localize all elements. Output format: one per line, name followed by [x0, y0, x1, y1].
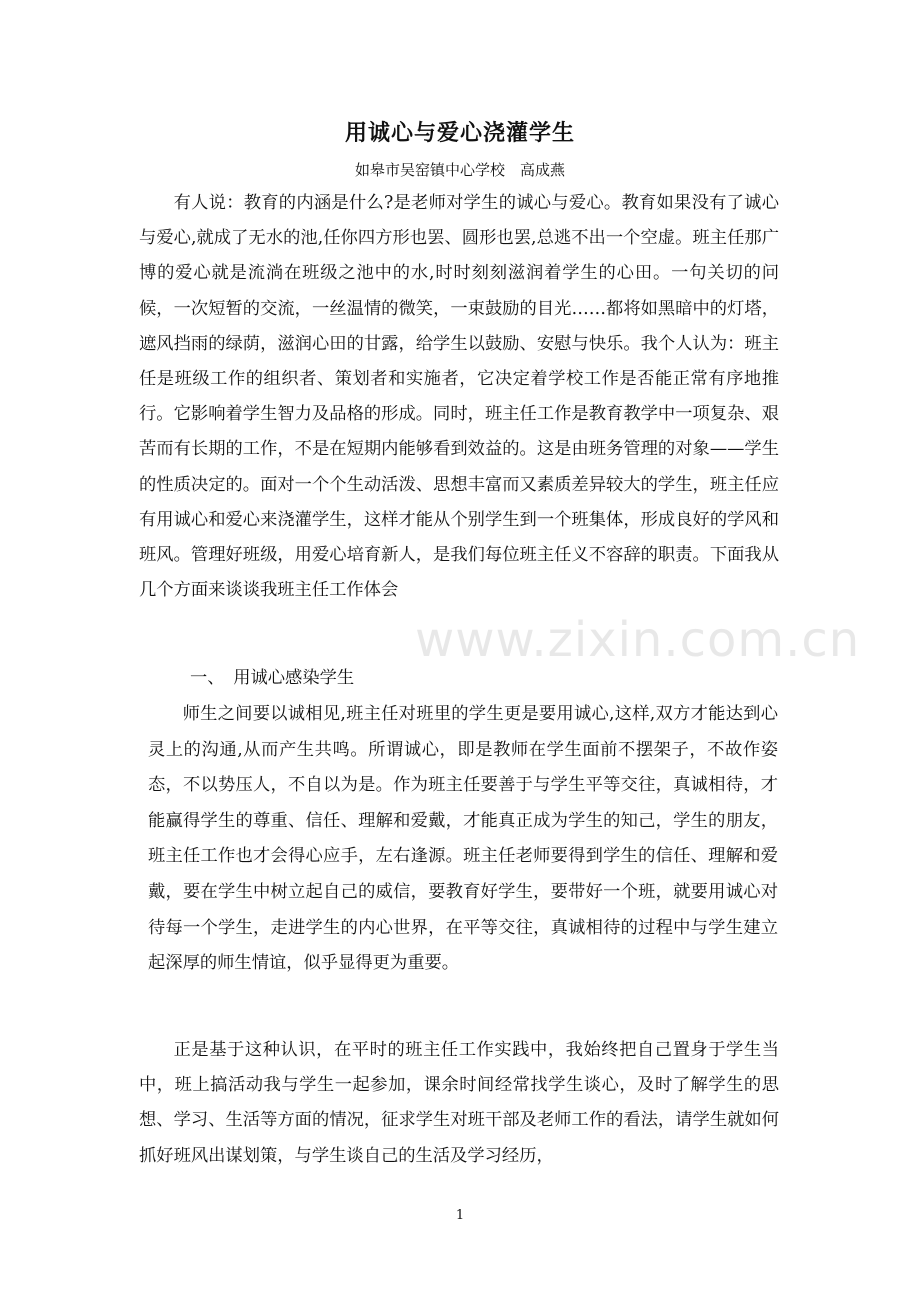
watermark: www.zixin.com.cn	[415, 612, 861, 668]
section-heading: 一、 用诚心感染学生	[190, 668, 355, 688]
author-line: 如皋市吴窑镇中心学校 高成燕	[354, 161, 565, 179]
document-title: 用诚心与爱心浇灌学生	[344, 121, 575, 146]
page-number: 1	[455, 1208, 465, 1223]
paragraph-sincerity: 师生之间要以诚相见,班主任对班里的学生更是要用诚心,这样,双方才能达到心灵上的沟通,从而产生共鸣。所谓诚心，即是教师在学生面前不摆架子，不故作姿态，不以势压人，不自以为是。作为班主任要善于与学生平等交往，真诚相待，才能赢得学生的尊重、信任、理解和爱戴，才能真正成为学生的知己，学生的朋友，班主任工作也才会得心应手，左右逢源。班主任老师要得到学生的信任、理解和爱戴，要在学生中树立起自己的威信，要教育好学生，要带好一个班，就要用诚心对待每一个学生，走进学生的内心世界，在平等交往，真诚相待的过程中与学生建立起深厚的师生情谊，似乎显得更为重要。	[148, 704, 778, 974]
paragraph-intro: 有人说：教育的内涵是什么?是老师对学生的诚心与爱心。教育如果没有了诚心与爱心,就成了无水的池,任你四方形也罢、圆形也罢,总逃不出一个空虚。班主任那广博的爱心就是流淌在班级之池中的水,时时刻刻滋润着学生的心田。一句关切的问候，一次短暂的交流，一丝温情的微笑，一束鼓励的目光……都将如黑暗中的灯塔，遮风挡雨的绿荫，滋润心田的甘露，给学生以鼓励、安慰与快乐。我个人认为：班主任是班级工作的组织者、策划者和实施者，它决定着学校工作是否能正常有序地推行。它影响着学生智力及品格的形成。同时，班主任工作是教育教学中一项复杂、艰苦而有长期的工作，不是在短期内能够看到效益的。这是由班务管理的对象——学生的性质决定的。面对一个个生动活泼、思想丰富而又素质差异较大的学生，班主任应有用诚心和爱心来浇灌学生，这样才能从个别学生到一个班集体，形成良好的学风和班风。管理好班级，用爱心培育新人，是我们每位班主任义不容辞的职责。下面我从几个方面来谈谈我班主任工作体会	[139, 193, 779, 601]
paragraph-practice: 正是基于这种认识，在平时的班主任工作实践中，我始终把自己置身于学生当中，班上搞活动我与学生一起参加，课余时间经常找学生谈心，及时了解学生的思想、学习、生活等方面的情况，征求学生对班干部及老师工作的看法，请学生就如何抓好班风出谋划策，与学生谈自己的生活及学习经历，	[139, 1040, 779, 1166]
